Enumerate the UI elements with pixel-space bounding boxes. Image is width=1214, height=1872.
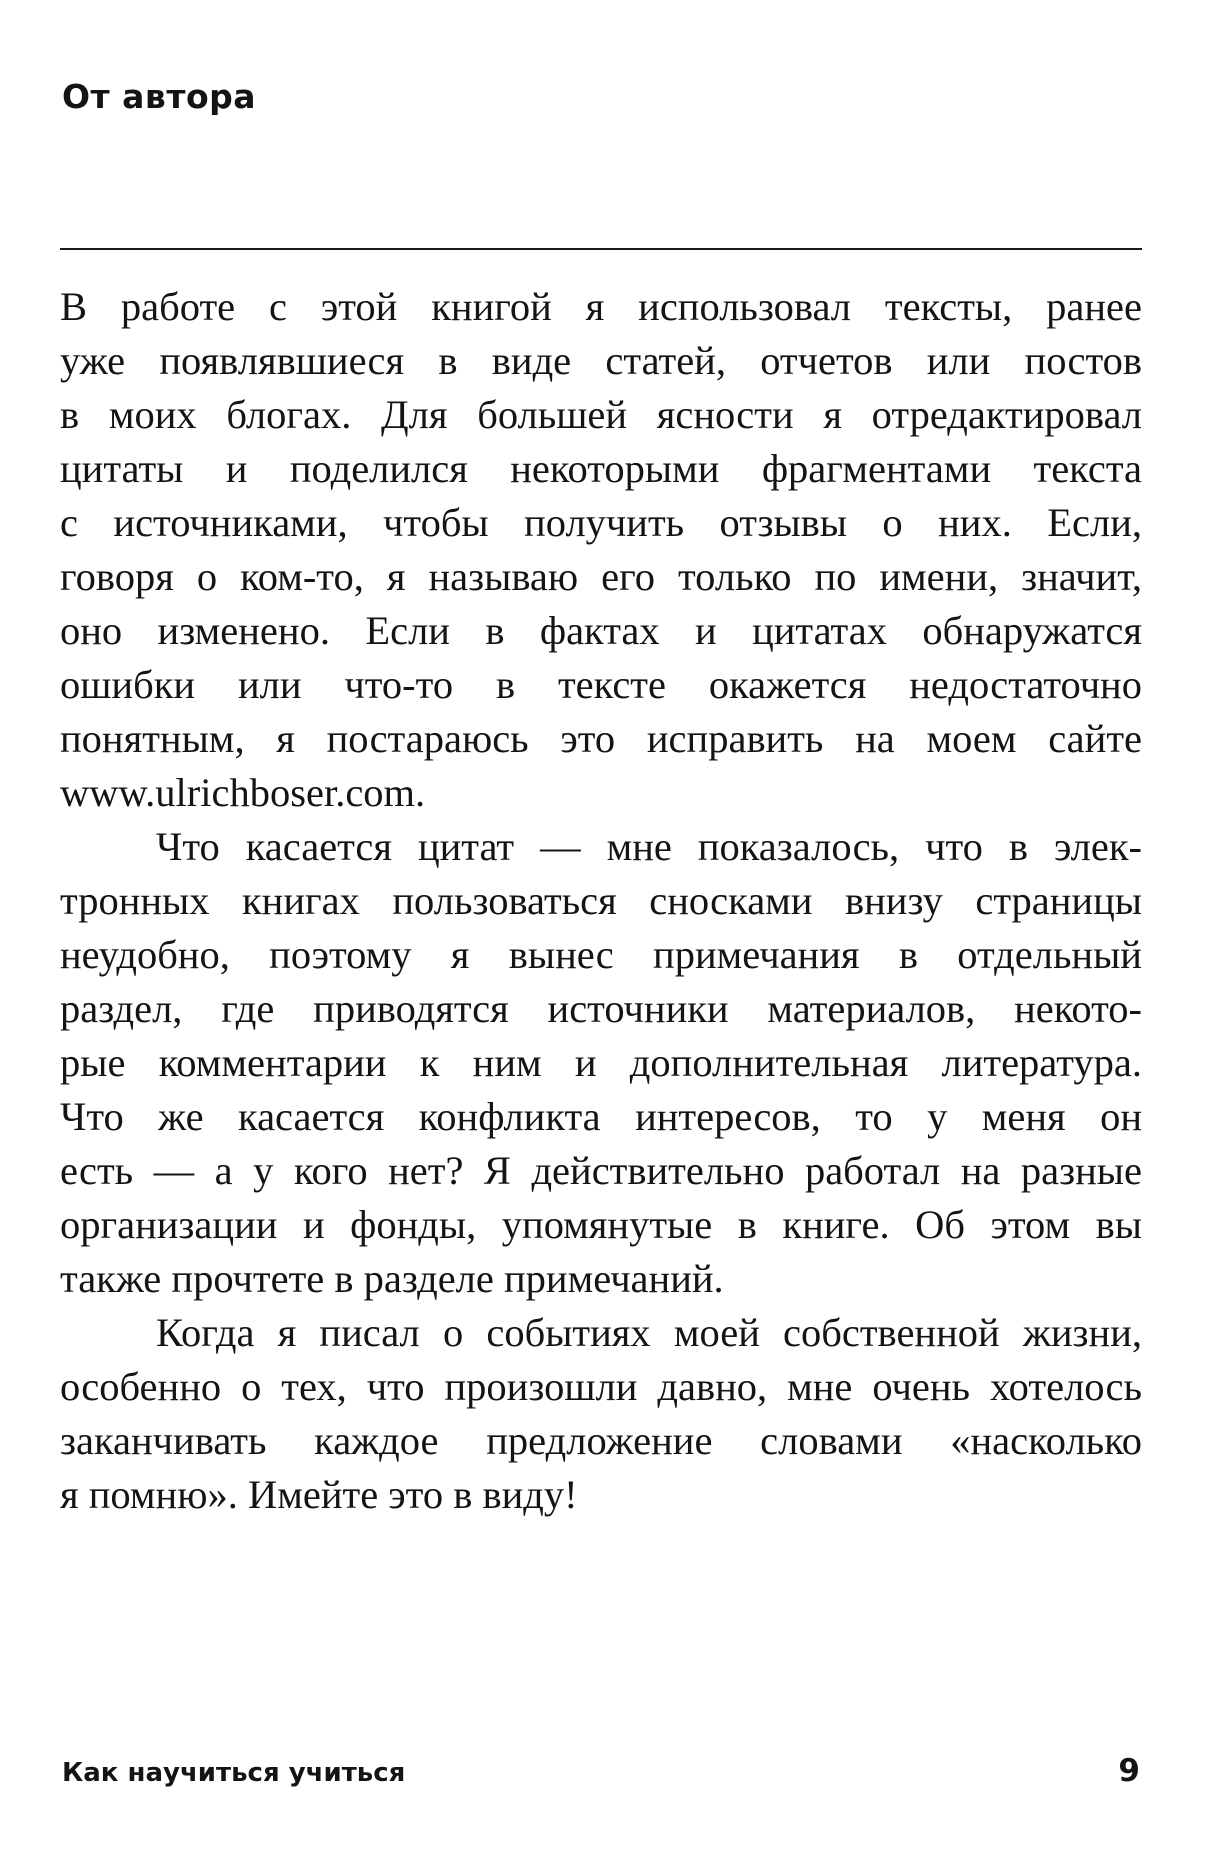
chapter-title: От автора — [62, 77, 257, 116]
page-number: 9 — [1118, 1753, 1140, 1789]
text-line: особенно о тех, что произошли давно, мне очень хотелось — [60, 1364, 1142, 1409]
text-line: понятным, я постараюсь это исправить на моем сайте — [60, 716, 1142, 761]
text-line: Что же касается конфликта интересов, то у меня он — [60, 1094, 1142, 1139]
text-line: ошибки или что-то в тексте окажется недостаточно — [60, 662, 1142, 707]
text-line: уже появлявшиеся в виде статей, отчетов или постов — [60, 338, 1142, 383]
text-line: также прочтете в разделе примечаний. — [60, 1256, 724, 1301]
text-line: тронных книгах пользоваться сносками внизу страницы — [60, 878, 1142, 923]
text-line: говоря о ком-то, я называю его только по имени, значит, — [60, 554, 1142, 599]
text-line: оно изменено. Если в фактах и цитатах обнаружатся — [60, 608, 1142, 653]
text-line: я помню». Имейте это в виду! — [60, 1472, 578, 1517]
header-divider — [60, 248, 1142, 250]
text-line: заканчивать каждое предложение словами «насколько — [60, 1418, 1142, 1463]
text-line: цитаты и поделился некоторыми фрагментами текста — [60, 446, 1142, 491]
text-line: www.ulrichboser.com. — [60, 770, 426, 815]
text-line: Что касается цитат — мне показалось, что в элек- — [156, 824, 1142, 869]
text-line: рые комментарии к ним и дополнительная литература. — [60, 1040, 1142, 1085]
text-line: с источниками, чтобы получить отзывы о них. Если, — [60, 500, 1142, 545]
body-text — [60, 280, 1142, 1522]
text-line: организации и фонды, упомянутые в книге. Об этом вы — [60, 1202, 1142, 1247]
text-line: неудобно, поэтому я вынес примечания в отдельный — [60, 932, 1142, 977]
text-line: раздел, где приводятся источники материалов, некото- — [60, 986, 1142, 1031]
text-line: в моих блогах. Для большей ясности я отредактировал — [60, 392, 1142, 437]
text-line: Когда я писал о событиях моей собственной жизни, — [156, 1310, 1142, 1355]
running-footer-book-title: Как научиться учиться — [62, 1758, 406, 1788]
text-line: В работе с этой книгой я использовал тексты, ранее — [60, 284, 1142, 329]
text-line: есть — а у кого нет? Я действительно работал на разные — [60, 1148, 1142, 1193]
